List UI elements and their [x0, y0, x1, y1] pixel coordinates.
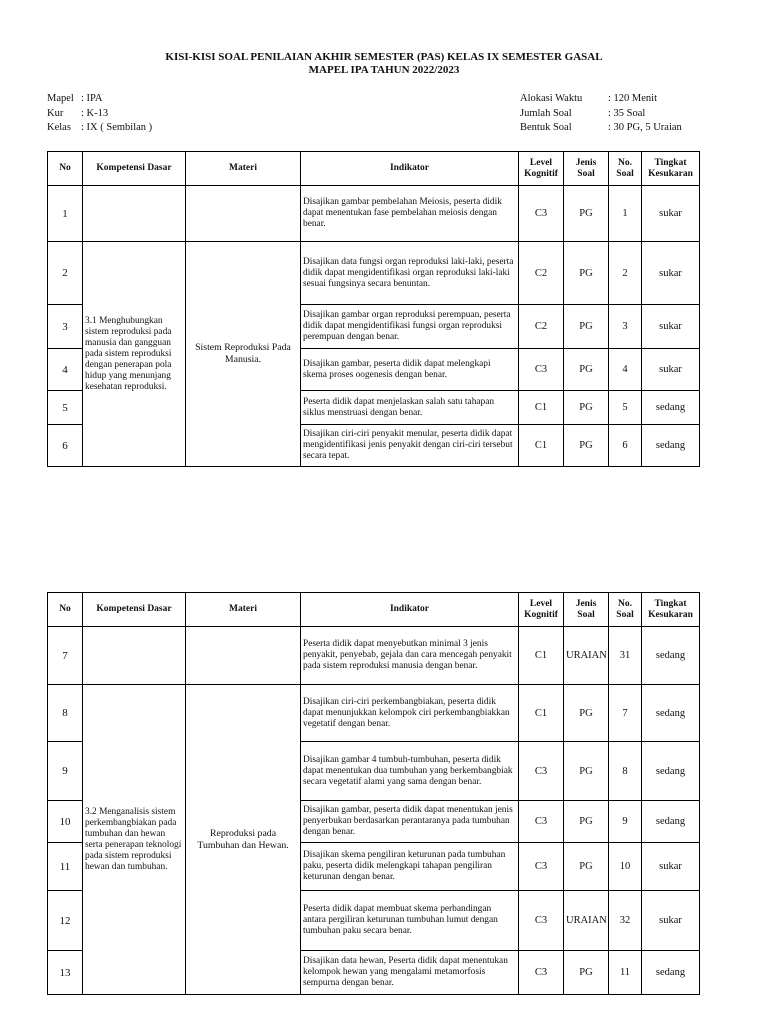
col-no: No — [48, 593, 83, 627]
info-label: Jumlah Soal — [520, 107, 572, 119]
col-indikator: Indikator — [301, 593, 519, 627]
col-jenis-line2: Soal — [577, 609, 595, 620]
cell-tingkat: sedang — [642, 742, 700, 801]
table-header — [48, 152, 700, 186]
cell-no: 3 — [48, 305, 83, 349]
cell-tingkat: sukar — [642, 891, 700, 951]
col-jenis-line1: Jenis — [575, 598, 597, 609]
table-row — [48, 242, 700, 305]
cell-tingkat: sedang — [642, 391, 700, 425]
cell-nosoal: 32 — [609, 891, 642, 951]
cell-jenis: PG — [564, 242, 609, 305]
cell-level: C1 — [519, 685, 564, 742]
info-label: Mapel — [47, 93, 74, 104]
cell-tingkat: sedang — [642, 801, 700, 843]
cell-nosoal: 3 — [609, 305, 642, 349]
cell-tingkat: sukar — [642, 349, 700, 391]
col-level-line2: Kognitif — [524, 609, 558, 620]
info-bentuk-soal — [520, 121, 682, 136]
info-label: Kur — [47, 107, 64, 119]
cell-tingkat: sedang — [642, 627, 700, 685]
col-nosoal-line1: No. — [618, 157, 632, 168]
cell-level: C1 — [519, 425, 564, 467]
cell-kd-empty — [83, 186, 186, 242]
col-nosoal-line1: No. — [618, 598, 632, 609]
cell-nosoal: 9 — [609, 801, 642, 843]
cell-jenis: PG — [564, 951, 609, 995]
col-jenis-line1: Jenis — [575, 157, 597, 168]
cell-nosoal: 5 — [609, 391, 642, 425]
cell-indikator: Disajikan skema pengiliran keturunan pada tumbuhan paku, peserta didik melengkapi tahapan pengiliran keturunan dengan benar. — [301, 843, 519, 891]
cell-level: C3 — [519, 186, 564, 242]
cell-level: C3 — [519, 742, 564, 801]
cell-nosoal: 6 — [609, 425, 642, 467]
col-jenis-line2: Soal — [577, 168, 595, 179]
cell-tingkat: sedang — [642, 425, 700, 467]
cell-kompetensi-dasar: 3.2 Menganalisis sistem perkembangbiakan pada tumbuhan dan hewan serta penerapan teknologi pada sistem reproduksi hewan dan tumbuhan. — [83, 685, 186, 995]
cell-nosoal: 1 — [609, 186, 642, 242]
info-value: : 35 Soal — [608, 107, 646, 119]
col-no-soal — [609, 593, 642, 627]
cell-nosoal: 8 — [609, 742, 642, 801]
col-level-kognitif — [519, 152, 564, 186]
kisi-kisi-table-2 — [47, 592, 700, 995]
cell-tingkat: sukar — [642, 242, 700, 305]
cell-nosoal: 2 — [609, 242, 642, 305]
cell-no: 11 — [48, 843, 83, 891]
cell-indikator: Peserta didik dapat membuat skema perbandingan antara pergiliran keturunan tumbuhan lumut dengan tumbuhan paku secara benar. — [301, 891, 519, 951]
col-tingkat-line1: Tingkat — [654, 157, 687, 168]
info-value: : 120 Menit — [608, 93, 657, 104]
cell-jenis: PG — [564, 742, 609, 801]
cell-indikator: Disajikan ciri-ciri penyakit menular, peserta didik dapat mengidentifikasi jenis penyakit dengan ciri-ciri tersebut secara tepat. — [301, 425, 519, 467]
cell-level: C1 — [519, 627, 564, 685]
cell-level: C3 — [519, 349, 564, 391]
cell-level: C3 — [519, 801, 564, 843]
cell-jenis: PG — [564, 425, 609, 467]
info-alokasi-waktu — [520, 92, 682, 107]
col-materi: Materi — [186, 152, 301, 186]
info-value: : K-13 — [81, 107, 109, 119]
table-row — [48, 627, 700, 685]
cell-materi-empty — [186, 627, 301, 685]
col-tingkat-kesukaran — [642, 593, 700, 627]
cell-nosoal: 4 — [609, 349, 642, 391]
col-tingkat-kesukaran — [642, 152, 700, 186]
cell-level: C2 — [519, 242, 564, 305]
kisi-kisi-table-1 — [47, 151, 700, 467]
cell-nosoal: 11 — [609, 951, 642, 995]
cell-nosoal: 10 — [609, 843, 642, 891]
cell-kompetensi-dasar: 3.1 Menghubungkan sistem reproduksi pada manusia dan gangguan pada sistem reproduksi dengan penerapan pola hidup yang menunjang kesehatan reproduksi. — [83, 242, 186, 467]
cell-tingkat: sedang — [642, 685, 700, 742]
info-jumlah-soal — [520, 107, 682, 122]
cell-no: 10 — [48, 801, 83, 843]
cell-materi: Reproduksi pada Tumbuhan dan Hewan. — [186, 685, 301, 995]
info-value: : 30 PG, 5 Uraian — [608, 122, 682, 133]
cell-nosoal: 31 — [609, 627, 642, 685]
col-kompetensi-dasar: Kompetensi Dasar — [83, 152, 186, 186]
col-no-soal — [609, 152, 642, 186]
col-nosoal-line2: Soal — [616, 168, 634, 179]
col-no: No — [48, 152, 83, 186]
cell-no: 5 — [48, 391, 83, 425]
col-kompetensi-dasar: Kompetensi Dasar — [83, 593, 186, 627]
col-tingkat-line2: Kesukaran — [648, 609, 693, 620]
cell-no: 12 — [48, 891, 83, 951]
info-value: : IPA — [81, 93, 103, 104]
col-level-line1: Level — [529, 157, 553, 168]
cell-kd-empty — [83, 627, 186, 685]
cell-materi: Sistem Reproduksi Pada Manusia. — [186, 242, 301, 467]
col-jenis-soal — [564, 593, 609, 627]
col-nosoal-line2: Soal — [616, 609, 634, 620]
cell-indikator: Disajikan gambar, peserta didik dapat menentukan jenis penyerbukan berdasarkan perantaranya pada tumbuhan dengan benar. — [301, 801, 519, 843]
info-left — [47, 92, 152, 136]
col-indikator: Indikator — [301, 152, 519, 186]
info-label: Bentuk Soal — [520, 122, 572, 133]
col-level-line1: Level — [529, 598, 553, 609]
document-title: KISI-KISI SOAL PENILAIAN AKHIR SEMESTER (PAS) KELAS IX SEMESTER GASAL — [165, 51, 603, 63]
cell-indikator: Disajikan gambar pembelahan Meiosis, peserta didik dapat menentukan fase pembelahan meiosis dengan benar. — [301, 186, 519, 242]
info-right — [520, 92, 682, 136]
col-materi: Materi — [186, 593, 301, 627]
cell-indikator: Disajikan gambar 4 tumbuh-tumbuhan, peserta didik dapat menentukan dua tumbuhan yang berkembangbiak secara vegetatif alami yang sama dengan benar. — [301, 742, 519, 801]
cell-level: C2 — [519, 305, 564, 349]
info-kelas — [47, 121, 152, 136]
cell-tingkat: sedang — [642, 951, 700, 995]
cell-indikator: Disajikan gambar organ reproduksi perempuan, peserta didik dapat mengidentifikasi fungsi organ reproduksi perempuan dengan benar. — [301, 305, 519, 349]
cell-tingkat: sukar — [642, 843, 700, 891]
col-jenis-soal — [564, 152, 609, 186]
cell-jenis: PG — [564, 349, 609, 391]
cell-no: 2 — [48, 242, 83, 305]
col-level-kognitif — [519, 593, 564, 627]
cell-indikator: Disajikan data fungsi organ reproduksi laki-laki, peserta didik dapat mengidentifikasi organ reproduksi laki-laki sesuai fungsinya secara benuntan. — [301, 242, 519, 305]
cell-indikator: Peserta didik dapat menjelaskan salah satu tahapan siklus menstruasi dengan benar. — [301, 391, 519, 425]
cell-jenis: PG — [564, 801, 609, 843]
table-header — [48, 593, 700, 627]
table-row — [48, 186, 700, 242]
cell-jenis: URAIAN — [564, 627, 609, 685]
cell-jenis: PG — [564, 685, 609, 742]
cell-indikator: Disajikan ciri-ciri perkembangbiakan, peserta didik dapat menunjukkan kelompok ciri perkembangbiakkan vegetatif dengan benar. — [301, 685, 519, 742]
info-label: Kelas — [47, 122, 71, 133]
cell-level: C3 — [519, 843, 564, 891]
cell-nosoal: 7 — [609, 685, 642, 742]
cell-no: 8 — [48, 685, 83, 742]
cell-jenis: PG — [564, 843, 609, 891]
cell-no: 1 — [48, 186, 83, 242]
cell-level: C3 — [519, 891, 564, 951]
cell-indikator: Peserta didik dapat menyebutkan minimal 3 jenis penyakit, penyebab, gejala dan cara mencegah penyakit pada sistem reproduksi manusia dengan benar. — [301, 627, 519, 685]
cell-no: 6 — [48, 425, 83, 467]
col-tingkat-line2: Kesukaran — [648, 168, 693, 179]
document-subtitle: MAPEL IPA TAHUN 2022/2023 — [308, 64, 460, 76]
cell-jenis: PG — [564, 186, 609, 242]
cell-no: 7 — [48, 627, 83, 685]
info-label: Alokasi Waktu — [520, 93, 583, 104]
info-value: : IX ( Sembilan ) — [81, 122, 153, 133]
info-mapel — [47, 92, 152, 107]
cell-jenis: PG — [564, 305, 609, 349]
cell-jenis: URAIAN — [564, 891, 609, 951]
table-row — [48, 685, 700, 742]
cell-no: 13 — [48, 951, 83, 995]
cell-no: 4 — [48, 349, 83, 391]
cell-indikator: Disajikan gambar, peserta didik dapat melengkapi skema proses oogenesis dengan benar. — [301, 349, 519, 391]
cell-indikator: Disajikan data hewan, Peserta didik dapat menentukan kelompok hewan yang mengalami metamorfosis sempurna dengan benar. — [301, 951, 519, 995]
cell-level: C3 — [519, 951, 564, 995]
cell-jenis: PG — [564, 391, 609, 425]
col-tingkat-line1: Tingkat — [654, 598, 687, 609]
cell-tingkat: sukar — [642, 305, 700, 349]
info-kur — [47, 107, 152, 122]
cell-level: C1 — [519, 391, 564, 425]
cell-materi-empty — [186, 186, 301, 242]
cell-no: 9 — [48, 742, 83, 801]
cell-tingkat: sukar — [642, 186, 700, 242]
col-level-line2: Kognitif — [524, 168, 558, 179]
